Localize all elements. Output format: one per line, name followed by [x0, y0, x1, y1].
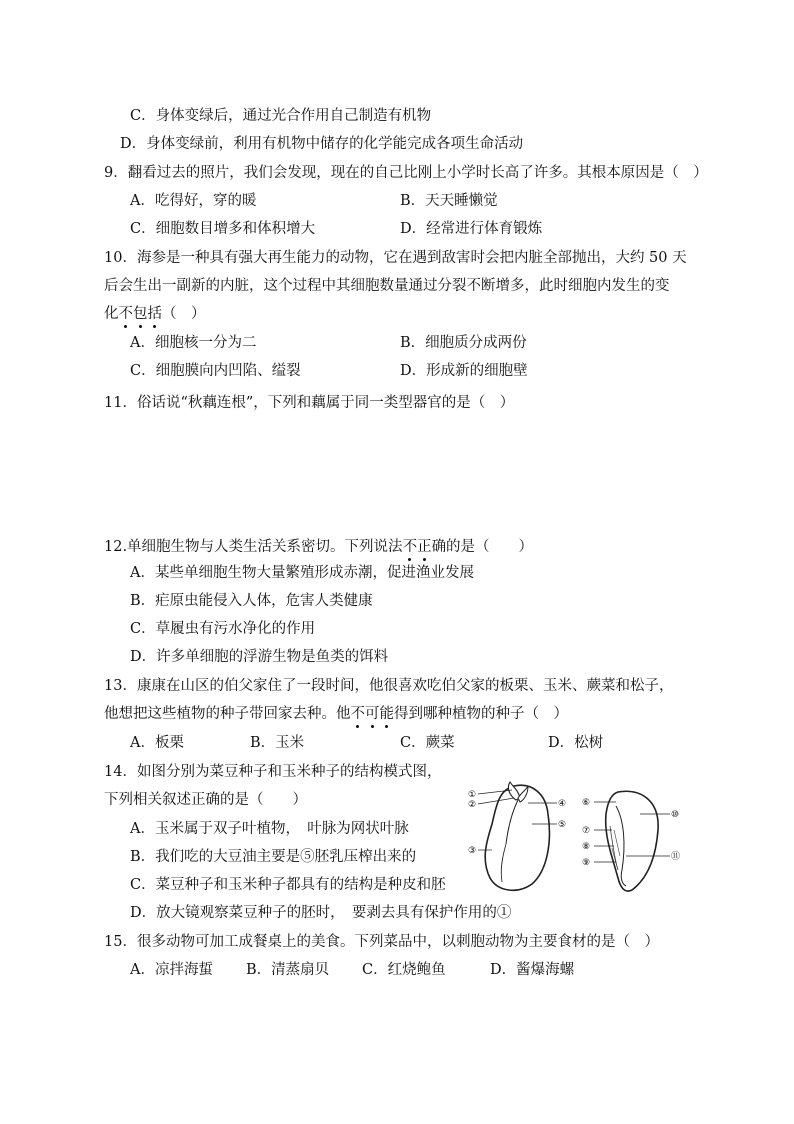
q12-stem-prefix: 12.单细胞生物与人类生活关系密切。下列说法 [104, 539, 403, 555]
label-6: ⑥ [582, 798, 591, 808]
q13-option-a: A．板栗 [130, 735, 184, 751]
q12-stem-suffix: 确的是（ ） [431, 539, 534, 555]
emphasis-char: 能 [379, 706, 394, 722]
q9-option-b: B．天天睡懒觉 [400, 193, 498, 209]
q10-line-3 [104, 304, 206, 324]
emphasis-char: 可 [365, 706, 380, 722]
emphasis-char: 正 [417, 539, 432, 555]
q15-option-c: C．红烧鲍鱼 [362, 962, 446, 978]
q15-option-d: D．酱爆海螺 [490, 962, 575, 978]
label-3: ③ [468, 846, 477, 856]
label-8: ⑧ [582, 842, 591, 852]
label-10: ⑩ [671, 810, 680, 820]
q11-stem: 11．俗话说“秋藕连根”，下列和藕属于同一类型器官的是（ ） [104, 395, 515, 411]
q13-option-c: C．蕨菜 [400, 735, 455, 751]
label-5: ⑤ [558, 820, 567, 830]
q15-stem: 15．很多动物可加工成餐桌上的美食。下列菜品中，以刺胞动物为主要食材的是（ ） [104, 934, 659, 950]
q14-line-2: 下列相关叙述正确的是（ ） [104, 792, 307, 808]
q9-option-d: D．经常进行体育锻炼 [400, 221, 543, 237]
q8-option-d: D．身体变绿前，利用有机物中储存的化学能完成各项生命活动 [120, 136, 524, 152]
emphasis-char: 括 [147, 306, 162, 322]
q14-line-1: 14．如图分别为菜豆种子和玉米种子的结构模式图， [104, 764, 442, 780]
q10-option-a: A．细胞核一分为二 [130, 335, 257, 351]
q10-line-1: 10．海参是一种具有强大再生能力的动物，它在遇到敌害时会把内脏全部抛出，大约 50 天 [104, 250, 687, 266]
q10-line-3-suffix: （ ） [162, 306, 206, 322]
q9-option-c: C．细胞数目增多和体积增大 [130, 221, 316, 237]
q13-line-2-prefix: 他想把这些植物的种子带回家去种。他 [104, 706, 351, 722]
q8-option-c: C．身体变绿后，通过光合作用自己制造有机物 [130, 108, 432, 124]
q12-option-b: B．疟原虫能侵入人体，危害人类健康 [130, 593, 373, 609]
q10-line-3-prefix: 化 [104, 306, 119, 322]
emphasis-char: 包 [133, 306, 148, 322]
label-4: ④ [558, 799, 567, 809]
q12-stem [104, 537, 533, 557]
q15-option-b: B．清蒸扇贝 [246, 962, 330, 978]
corn-seed-diagram [578, 786, 684, 894]
q13-line-1: 13．康康在山区的伯父家住了一段时间，他很喜欢吃伯父家的板栗、玉米、蕨菜和松子， [104, 678, 674, 694]
q14-option-c: C．菜豆种子和玉米种子都具有的结构是种皮和胚 [130, 877, 446, 893]
q15-option-a: A．凉拌海蜇 [130, 962, 213, 978]
q13-option-d: D．松树 [548, 735, 604, 751]
label-2: ② [468, 800, 477, 810]
q9-stem: 9．翻看过去的照片，我们会发现，现在的自己比刚上小学时长高了许多。其根本原因是（ ） [104, 165, 708, 181]
label-1: ① [468, 790, 477, 800]
emphasis-char: 不 [402, 539, 418, 555]
q12-option-a: A．某些单细胞生物大量繁殖形成赤潮，促进渔业发展 [130, 565, 474, 581]
q12-option-d: D．许多单细胞的浮游生物是鱼类的饵料 [130, 649, 389, 665]
q10-option-b: B．细胞质分成两份 [400, 335, 527, 351]
q14-option-d: D．放大镜观察菜豆种子的胚时， 要剥去具有保护作用的① [130, 905, 512, 921]
q14-option-a: A．玉米属于双子叶植物， 叶脉为网状叶脉 [130, 821, 409, 837]
q10-option-d: D．形成新的细胞壁 [400, 363, 528, 379]
q14-option-b: B．我们吃的大豆油主要是⑤胚乳压榨出来的 [130, 849, 417, 865]
q12-option-c: C．草履虫有污水净化的作用 [130, 621, 316, 637]
label-9: ⑨ [582, 858, 591, 868]
q9-option-a: A．吃得好，穿的暖 [130, 193, 257, 209]
q13-option-b: B．玉米 [250, 735, 305, 751]
label-7: ⑦ [582, 826, 591, 836]
q10-line-2: 后会生出一副新的内脏，这个过程中其细胞数量通过分裂不断增多，此时细胞内发生的变 [104, 278, 670, 294]
q13-line-2-suffix: 得到哪种植物的种子（ ） [394, 706, 568, 722]
emphasis-char: 不 [118, 306, 133, 322]
label-11: ⑪ [671, 852, 681, 862]
q13-line-2 [104, 704, 568, 724]
emphasis-char: 不 [350, 706, 365, 722]
bean-seed-diagram [462, 778, 574, 896]
q10-option-c: C．细胞膜向内凹陷、缢裂 [130, 363, 301, 379]
